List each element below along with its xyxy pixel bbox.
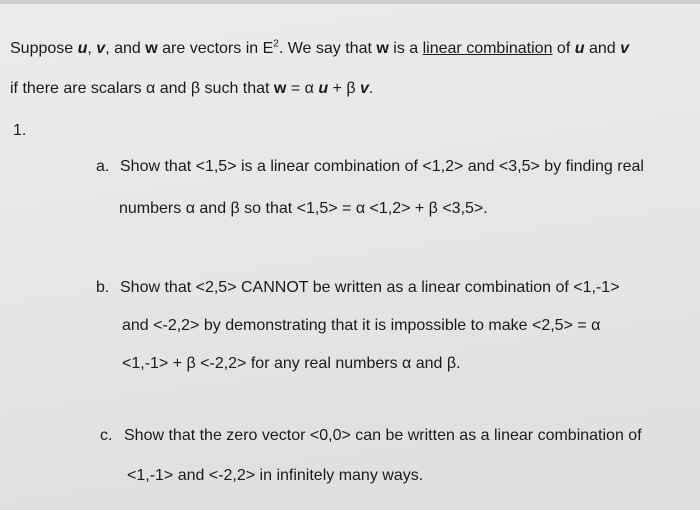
part-c-line-1 (100, 426, 642, 446)
intro-text: if there are scalars α and β such that (10, 80, 274, 97)
part-b-line-1 (96, 278, 620, 298)
vector-u-symbol: u (318, 80, 329, 97)
intro-line-2 (10, 79, 373, 99)
part-b-marker: b. (96, 279, 110, 296)
dimension-superscript: 2 (273, 38, 279, 50)
vector-w-symbol: w (273, 80, 287, 97)
vector-w-symbol: w (376, 40, 389, 57)
intro-text: and (584, 40, 621, 57)
vector-u-symbol: u (574, 40, 585, 57)
intro-text: . (368, 80, 374, 97)
vector-w-symbol: w (145, 40, 158, 57)
intro-text: , (87, 40, 97, 57)
intro-text: are vectors in E (157, 40, 274, 57)
part-b-line-2: and <-2,2> by demonstrating that it is impossible to make <2,5> = α (122, 317, 601, 334)
vector-u-symbol: u (77, 40, 88, 57)
part-c-text: Show that the zero vector <0,0> can be written as a linear combination of (124, 427, 642, 444)
part-c-line-2: <1,-1> and <-2,2> in infinitely many ways. (127, 467, 424, 484)
part-a-marker: a. (96, 158, 110, 175)
part-b-text: Show that <2,5> CANNOT be written as a linear combination of <1,-1> (120, 279, 620, 296)
intro-text: Suppose (10, 40, 78, 57)
vector-v-symbol: v (96, 40, 106, 57)
intro-text: = α (286, 80, 319, 97)
part-b-line-3: <1,-1> + β <-2,2> for any real numbers α and β. (122, 355, 461, 372)
problem-number: 1. (13, 122, 27, 139)
linear-combination-term: linear combination (422, 40, 553, 57)
vector-v-symbol: v (620, 40, 629, 57)
part-a-line-2: numbers α and β so that <1,5> = α <1,2> + β <3,5>. (119, 200, 488, 217)
part-c-marker: c. (100, 427, 113, 444)
intro-line-1 (10, 39, 629, 59)
part-a-text: Show that <1,5> is a linear combination of <1,2> and <3,5> by finding real (120, 158, 644, 175)
intro-text: + β (328, 80, 360, 97)
intro-text: , and (105, 40, 146, 57)
intro-text: is a (388, 40, 423, 57)
intro-text: of (552, 40, 575, 57)
intro-text: . We say that (278, 40, 377, 57)
top-divider (0, 0, 700, 4)
part-a-line-1 (96, 157, 644, 177)
vector-v-symbol: v (359, 80, 369, 97)
